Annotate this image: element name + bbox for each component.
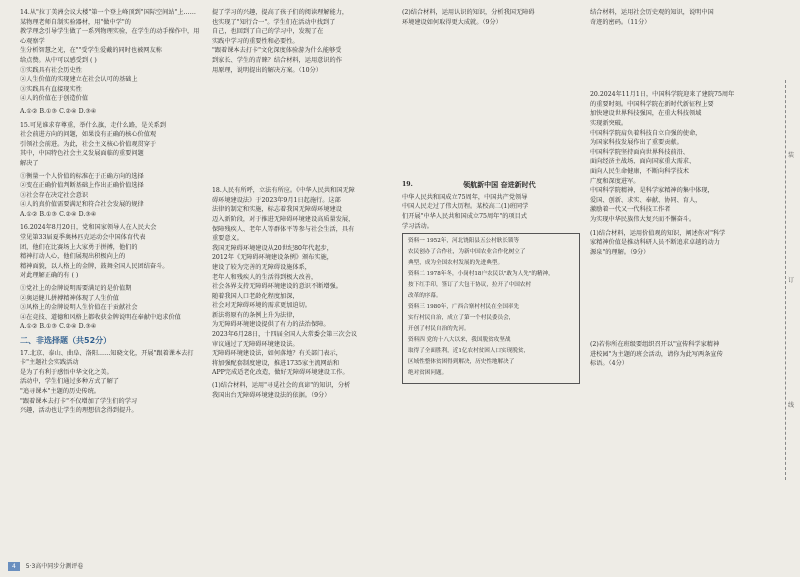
text-line: 将加强配套制度建设，推进1735家主流网站和	[212, 359, 340, 367]
text-line: 2023年6月28日，十四届全国人大常委会第三次会议	[212, 331, 358, 339]
rail-label-top: 装	[787, 152, 794, 159]
text-line: 奇迹的密码。（11分）	[590, 18, 651, 26]
material-line: 实行村民自治，成立了第一个村民委员会，	[408, 315, 515, 322]
text-line: 家精神价值是推动科研人员不断追求卓越的动力	[590, 239, 720, 247]
material-line: 农民创办了合作社，为新中国农业合作化树立了	[408, 249, 526, 256]
text-line: 审议通过了无障碍环境建设法。	[212, 340, 299, 348]
column-3	[402, 8, 580, 388]
text-line: 14.从"拉丁美洲会议大楼"第一个登上峰顶到"国际空间站"上……某物理老师自制实验器材，用"做中学"的	[20, 9, 196, 26]
choice-line: ④人的真价值需要满足和符合社会发展的规律	[20, 201, 144, 209]
text-line: 15.可见谁求存尊重，举什么旗，走什么路，是关系到	[20, 121, 166, 129]
text-line: (1)结合材料，运用价值观的知识，阐述你对"科学	[590, 229, 726, 237]
text-line: "跟着课本去打卡"不仅增加了学生们的学习	[20, 397, 138, 405]
text-line: 广度和深度进军。	[590, 177, 640, 185]
material-line: 绝对贫困问题。	[408, 370, 448, 377]
text-line: 我国无障碍环境建设从20世纪80年代起步，	[212, 244, 333, 252]
column-1	[20, 8, 200, 419]
text-line: (2)若你所在班级要组织召开以"宣传科学家精神	[590, 341, 720, 349]
question-14-options: A.①② B.①③ C.②④ D.③④	[20, 107, 97, 115]
text-line: 重要意义。	[212, 235, 243, 243]
text-line: 生分析智慧之光，在""受学生爱戴的同时也被网友称	[20, 47, 162, 55]
text-line: 社会前进方向的问题，如果没有正确的核心价值观	[20, 131, 157, 139]
answer-space	[402, 30, 580, 180]
rail-label-bot: 线	[787, 402, 794, 409]
text-line: 20.2024年11月1日，中国科学院迎来了建院75周年	[590, 91, 735, 99]
text-line: 也实现了"知行合一"。学生们在活动中找到了	[212, 18, 336, 26]
text-line: 是为了有利于感悟中华文化之美。	[20, 368, 113, 376]
material-line: 资料三 1980年，广西合寨村村民在全国率先	[408, 304, 520, 311]
material-line: 资料四 党的十八大以来，我国脱贫攻坚战	[408, 337, 511, 344]
text-line: ②人生价值的实现建立在社会认可的基础上	[20, 76, 138, 84]
text-line: 对此理解正确的有 ( )	[20, 272, 79, 280]
page-number: 4	[8, 562, 20, 571]
text-line: 爱国、创新、求实、奉献、协同、育人，	[590, 196, 702, 204]
text-line: 用原理，说明提出的解决方案。（10分）	[212, 66, 322, 74]
question-18-sub-1	[212, 381, 390, 400]
materials-box	[402, 233, 580, 384]
answer-space	[212, 78, 390, 186]
text-line: 中国科学院肩负着科技自立自强的使命，	[590, 129, 702, 137]
text-line: 堂见第33届夏季奥林匹克运动会中国体育代表	[20, 234, 146, 242]
text-line: 新法将原有的条例上升为法律，	[212, 311, 299, 319]
text-line: 迈入新阶段，对于推进无障碍环境建设高质量发展，	[212, 215, 355, 223]
text-line: 结合材料，运用社会历史观的知识，说明中国	[590, 9, 714, 16]
question-18-sub-2	[402, 8, 580, 27]
book-title: 5·3高中同步分测评卷	[25, 563, 84, 570]
material-line: 开创了村民自治的先河。	[408, 326, 470, 333]
text-line: ④人的价值在于创造价值	[20, 95, 89, 103]
text-line: 其中，中国特色社会主义发展面临的重要问题	[20, 150, 144, 158]
material-line: 按下红手印，签订了大包干协议，拉开了中国农村	[408, 282, 532, 289]
choice-line: ①衡量一个人价值的标准在于正确方向的选择	[20, 172, 144, 180]
choice-line: ②奥运健儿拼搏精神体现了人生价值	[20, 294, 119, 302]
section-heading: 二、非选择题（共52分）	[20, 336, 112, 345]
text-line: 面向人民生命健康，不断向科学技术	[590, 167, 689, 175]
text-line: 加快建设世界科技强国，在重大科技领域	[590, 110, 702, 118]
text-line: 精神打动人心，他们展现出积极向上的	[20, 253, 126, 261]
text-line: (1)结合材料，运用"寻觅社会的真谛"的知识，分析	[212, 382, 351, 390]
question-14	[20, 8, 200, 104]
text-line: 面向经济主战场、面向国家重大需求、	[590, 158, 696, 166]
material-line: 典型，成为全国农村发展的先进典型。	[408, 260, 504, 267]
column-4	[590, 8, 760, 372]
rail-label-mid: 订	[787, 277, 794, 284]
question-19-intro	[402, 193, 580, 231]
material-line: 改革的序幕。	[408, 293, 442, 300]
question-19-number: 19.	[402, 181, 413, 189]
text-line: 法律的制定和实施，标志着我国无障碍环境建设	[212, 206, 342, 214]
text-line: 中华人民共和国成立75周年，中国共产党领导	[402, 193, 528, 201]
text-line: 团，他们在比赛场上大家勇于拼搏，他们的	[20, 243, 138, 251]
text-line: 保障残疾人、老年人等群体平等参与社会生活，具有	[212, 225, 355, 233]
text-line: 社会各界支持无障碍环境建设的意识不断增强。	[212, 283, 342, 291]
text-line: 17.北京、泰山、曲阜、洛阳……知晓文化，开展"跟着课本去打卡"主题社会实践活动	[20, 349, 194, 367]
answer-space	[590, 30, 760, 90]
text-line: 提了学习的兴趣，提高了孩子们的阅读理解能力，	[212, 9, 349, 16]
text-line: 教学理念引导学生做了一系列物理实验，在学生的动手操作中，用心观察学	[20, 28, 200, 45]
question-20-sub-1	[590, 229, 760, 258]
text-line: 16.2024年8月20日，党和国家领导人在人民大会	[20, 224, 157, 232]
question-17	[20, 349, 200, 416]
question-18	[212, 186, 390, 378]
page-footer	[8, 561, 83, 571]
question-17-continued	[212, 8, 390, 75]
text-line: 实现新突破。	[590, 119, 628, 127]
text-line: 为国家科技发展作出了重要贡献。	[590, 139, 683, 147]
text-line: 社会对无障碍环境的需求更加迫切。	[212, 302, 311, 310]
question-15-choices	[20, 172, 200, 210]
choice-line: ④在竞技、道德和风格上都收获金牌说明在奉献中追求价值	[20, 313, 181, 321]
text-line: 引领社会前进。为此，社会主义核心价值观贯穿于	[20, 140, 157, 148]
text-line: 源泉"的理解。（9分）	[590, 248, 650, 256]
text-line: 到家长、学生的青睐？结合材料，运用意识的作	[212, 56, 342, 64]
text-line: 老年人和残疾人的生活得到极大改善，	[212, 273, 318, 281]
question-20	[590, 90, 760, 224]
text-line: 无障碍环境建设法，如何落地？有关部门表示，	[212, 350, 342, 358]
question-16-options: A.①② B.①③ C.②④ D.③④	[20, 323, 97, 331]
question-16	[20, 223, 200, 281]
question-19-sub	[590, 8, 760, 27]
text-line: 18.人民有所呼，立法有所应。《中华人民共和国无障	[212, 187, 355, 195]
question-19-title: 领航新中国 奋进新时代	[463, 180, 536, 190]
text-line: 活动中，学生们通过多种方式了解了	[20, 378, 119, 386]
text-line: 激励着一代又一代科技工作者	[590, 206, 671, 214]
text-line: 精神面貌，以人格上的金牌，鼓舞全国人民团结奋斗。	[20, 262, 169, 270]
text-line: "跟着课本去打卡"文化深度体验游为什么能够受	[212, 47, 342, 55]
text-line: 实践中学习的重要性和必要性。	[212, 37, 299, 45]
choice-line: ③社会存在决定社会意识	[20, 191, 89, 199]
text-line: 给点赞。从中可以感受到 ( )	[20, 56, 97, 64]
text-line: 建设了较为完善的无障碍设施体系，	[212, 263, 311, 271]
text-line: 碍环境建设法》于2023年9月1日起施行。这部	[212, 196, 341, 204]
choice-line: ③风格上的金牌说明人生价值在于贡献社会	[20, 304, 138, 312]
material-line: 资料二 1978年冬，小岗村18户农民以"敢为人先"的精神，	[408, 271, 554, 278]
text-line: APP完成适老化改造，做好无障碍环境建设工作。	[212, 369, 349, 377]
question-15	[20, 121, 200, 169]
text-line: 随着我国人口老龄化程度加深，	[212, 292, 299, 300]
text-line: 2012年《无障碍环境建设条例》颁布实施，	[212, 254, 333, 262]
question-15-options: A.①② B.①③ C.②④ D.③④	[20, 210, 97, 218]
text-line: 中国人民走过了伟大历程。某校高二(1)班同学	[402, 203, 529, 211]
text-line: 兴趣，活动也让学生的理想信念得到提升。	[20, 407, 138, 415]
choice-line: ②变在正确价值判断基础上作出正确价值选择	[20, 182, 144, 190]
text-line: 学习活动。	[402, 222, 433, 230]
text-line: 中国科学院精神，是科学家精神的集中体现，	[590, 187, 714, 195]
text-line: 们开展"中华人民共和国成立75周年"的项目式	[402, 212, 527, 220]
text-line: 标语。（4分）	[590, 360, 628, 368]
question-20-sub-2	[590, 340, 760, 369]
column-2	[212, 8, 390, 403]
text-line: 的重要时刻。中国科学院在新时代新征程上要	[590, 100, 714, 108]
question-19	[402, 180, 580, 384]
text-line: 环境建设如何取得更大成就。（9分）	[402, 18, 502, 26]
text-line: 为实现中华民族伟大复兴而不懈奋斗。	[590, 215, 696, 223]
text-line: 自己，也回到了自己的学习中，发现了在	[212, 28, 324, 36]
answer-space	[590, 260, 760, 340]
text-line: 进校园"为主题的班会活动，请你为此写两条宣传	[590, 350, 723, 358]
material-line: 区域性整体贫困得到解决，历史性地解决了	[408, 359, 515, 366]
binding-line	[785, 80, 786, 480]
material-line: 资料一 1952年，河北饶阳县五公村耿长锁等	[408, 238, 520, 245]
choice-line: ①党社上的金牌说明需要满足的是价值期	[20, 285, 132, 293]
text-line: 为无障碍环境建设提供了有力的法治保障。	[212, 321, 330, 329]
text-line: 我国出台无障碍环境建设法的依据。（9分）	[212, 391, 331, 399]
text-line: 解决了	[20, 159, 39, 167]
text-line: (2)结合材料，运用认识的知识，分析我国无障碍	[402, 9, 535, 16]
text-line: 中国科学院坚持面向世界科技前沿、	[590, 148, 689, 156]
material-line: 取得了全面胜利，近1亿农村贫困人口实现脱贫，	[408, 348, 530, 355]
text-line: ①实践具有社会历史性	[20, 66, 82, 74]
question-16-choices	[20, 284, 200, 322]
text-line: "追寻课本"主题的历史传统。	[20, 387, 100, 395]
text-line: ③实践具有直接现实性	[20, 85, 82, 93]
